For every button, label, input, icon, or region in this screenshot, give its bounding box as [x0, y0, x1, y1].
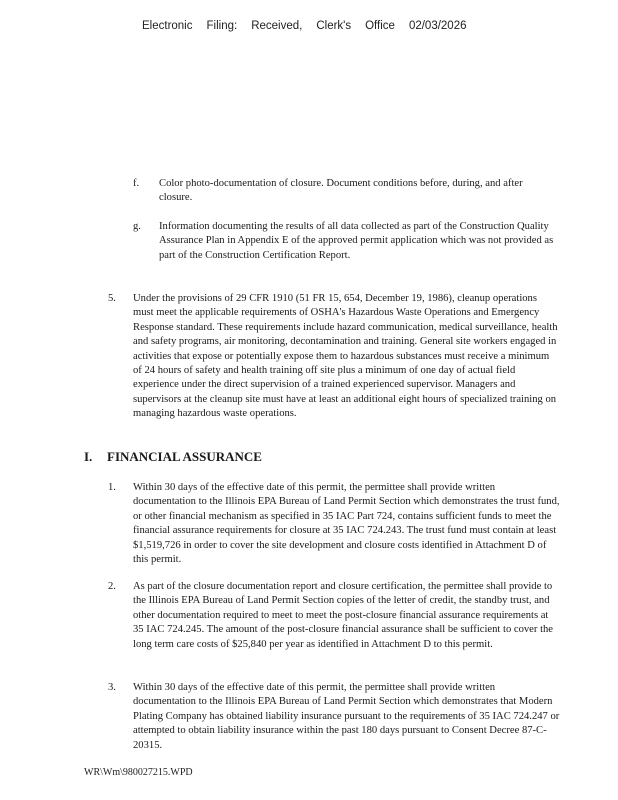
- filing-stamp: [142, 20, 481, 32]
- filing-stamp-date: 02/03/2026: [408, 20, 467, 32]
- list-marker: g.: [133, 221, 141, 232]
- list-marker: f.: [133, 178, 140, 189]
- list-item-text: As part of the closure documentation report and closure certification, the permittee shall provide to the Illinois EPA Bureau of Land Permit Section copies of the letter of credit, the standby trust, and other documentation required to meet to meet the post-closure financial assurance requirements at 35 IAC 724.245. The amount of the post-closure financial assurance shall be sufficient to cover the long term care costs of $25,840 per year as identified in Attachment D to this permit.: [133, 581, 554, 650]
- list-item-text: Within 30 days of the effective date of this permit, the permittee shall provide written documentation to the Illinois EPA Bureau of Land Permit Section which demonstrates the trust fund, or other financial mechanism as specified in 35 IAC Part 724, contains sufficient funds to meet the financial assurance requirements for closure at 35 IAC 724.243. The trust fund must contain at least $1,519,726 in order to cover the site development and closure costs identified in Attachment D of this permit.: [133, 482, 560, 566]
- list-marker: 5.: [108, 293, 116, 304]
- filing-stamp-word: Clerk's: [316, 20, 352, 32]
- list-marker: 3.: [108, 682, 116, 693]
- document-footer: WR\Wm\980027215.WPD: [84, 767, 193, 778]
- filing-stamp-word: Filing:: [206, 20, 238, 32]
- list-item-text: Under the provisions of 29 CFR 1910 (51 FR 15, 654, December 19, 1986), cleanup operations must meet the applicable requirements of OSHA's Hazardous Waste Operations and Emergency Response standard. These requirements include hazard communication, medical surveillance, health and safety programs, air monitoring, decontamination and training. General site workers engaged in activities that expose or potentially expose them to hazardous substances must receive a minimum of 24 hours of safety and health training off site plus a minimum of one day of actual field experience under the direct supervision of a trained experienced supervisor. Managers and supervisors at the cleanup site must have at least an additional eight hours of specialized training on managing hazardous waste operations.: [133, 293, 558, 420]
- section-title: FINANCIAL ASSURANCE: [107, 449, 262, 464]
- list-item-text: Within 30 days of the effective date of this permit, the permittee shall provide written documentation to the Illinois EPA Bureau of Land Permit Section which demonstrates that Modern Plating Company has obtained liability insurance pursuant to the requirements of 35 IAC 724.247 or attempted to obtain liability insurance within the past 180 days pursuant to Consent Decree 87-C-20315.: [133, 682, 560, 751]
- filing-stamp-word: Office: [365, 20, 395, 32]
- section-number: I.: [84, 449, 93, 464]
- filing-stamp-word: Received,: [251, 20, 303, 32]
- filing-stamp-word: Electronic: [142, 20, 193, 32]
- list-marker: 1.: [108, 482, 116, 493]
- list-marker: 2.: [108, 581, 116, 592]
- list-item-text: Information documenting the results of all data collected as part of the Construction Quality Assurance Plan in Appendix E of the approved permit application which was not provided as part of the Construction Certification Report.: [159, 221, 554, 261]
- section-heading: [84, 449, 262, 465]
- list-item-text: Color photo-documentation of closure. Document conditions before, during, and after closure.: [159, 178, 523, 204]
